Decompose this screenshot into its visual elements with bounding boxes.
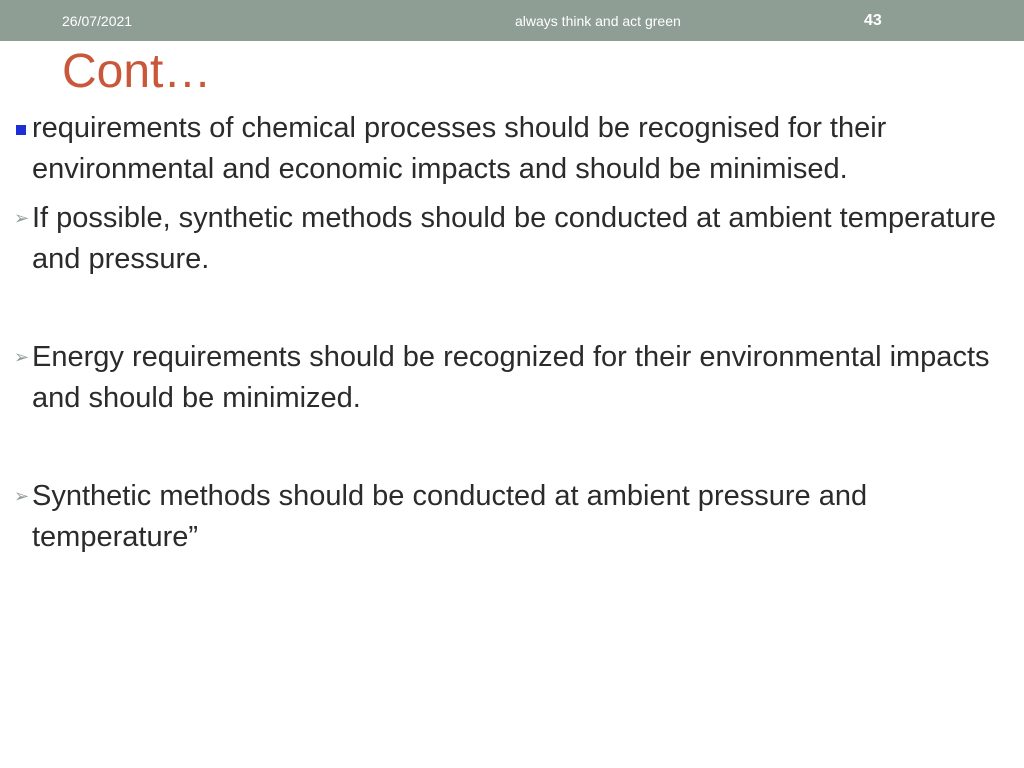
bullet-text: Energy requirements should be recognized for their environmental impacts and should be minimized. [32,341,990,414]
arrow-bullet-icon: ➢ [14,347,30,367]
bullet-item [14,108,1004,190]
bullet-list [14,108,1004,558]
slide-footer-text: always think and act green [515,13,681,29]
bullet-text: Synthetic methods should be conducted at ambient pressure and temperature” [32,480,868,553]
bullet-item [14,476,1004,558]
slide-page-number: 43 [864,12,882,29]
bullet-item [14,337,1004,419]
slide-date: 26/07/2021 [62,13,133,29]
bullet-text: requirements of chemical processes should be recognised for their environmental and economic impacts and should be minimised. [32,112,887,185]
bullet-text: If possible, synthetic methods should be conducted at ambient temperature and pressure. [32,202,997,275]
arrow-bullet-icon: ➢ [14,208,30,228]
header-bar [0,0,1024,41]
bullet-item [14,198,1004,280]
slide-title: Cont… [62,45,212,98]
arrow-bullet-icon: ➢ [14,486,30,506]
